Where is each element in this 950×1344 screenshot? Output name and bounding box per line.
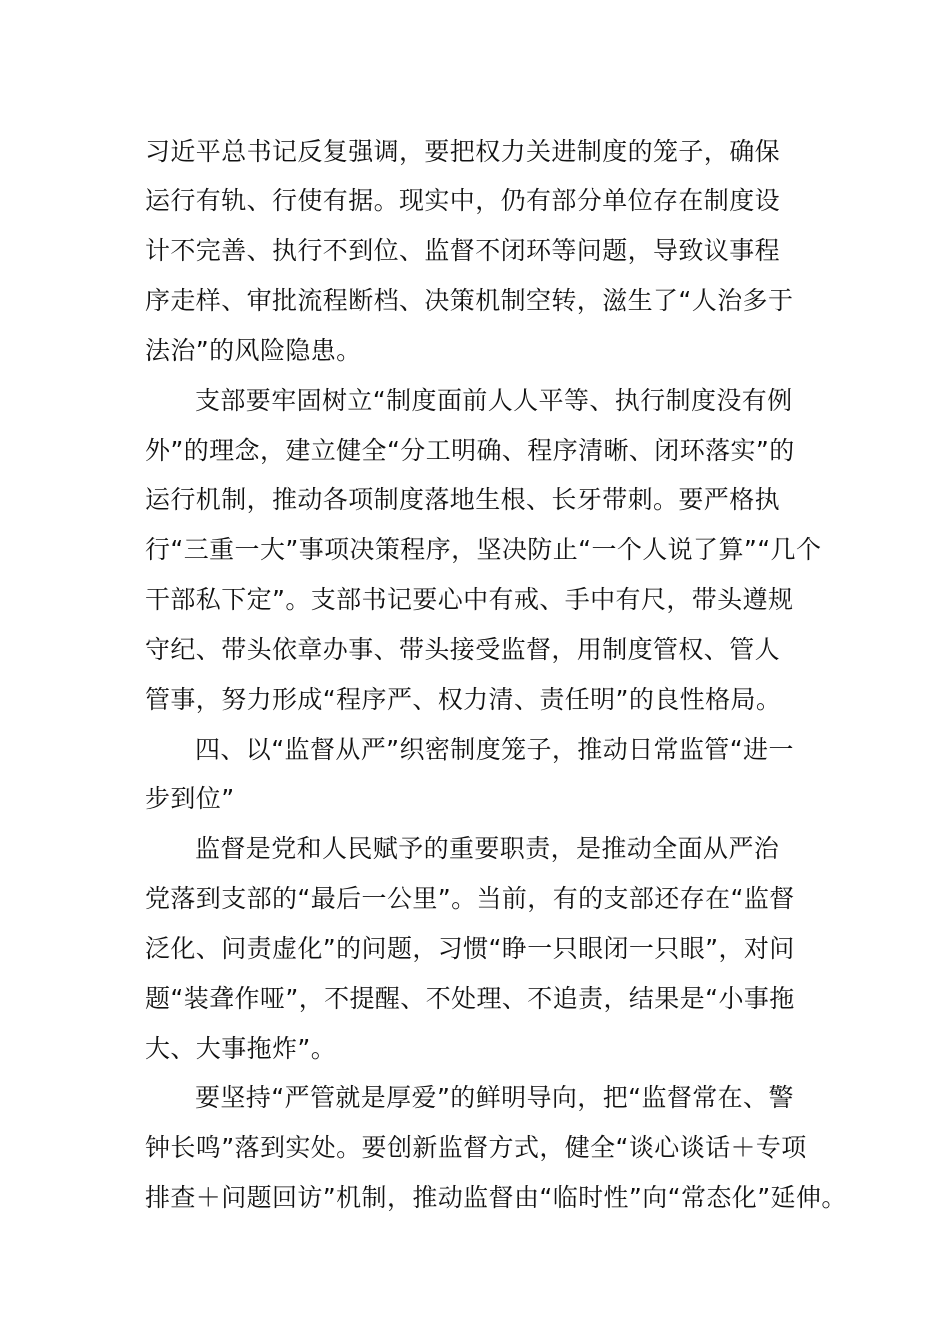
text-line: 计不完善、执行不到位、监督不闭环等问题，导致议事程	[145, 236, 781, 265]
text-line: 行“三重一大”事项决策程序，坚决防止“一个人说了算”“几个	[145, 535, 822, 564]
text-line: 泛化、问责虚化”的问题，习惯“睁一只眼闭一只眼”，对问	[145, 934, 795, 963]
text-line: 题“装聋作哑”，不提醒、不处理、不追责，结果是“小事拖	[145, 984, 795, 1013]
text-line: 运行机制，推动各项制度落地生根、长牙带刺。要严格执	[145, 485, 781, 514]
text-line: 钟长鸣”落到实处。要创新监督方式，健全“谈心谈话＋专项	[145, 1133, 807, 1162]
text-line: 管事，努力形成“程序严、权力清、责任明”的良性格局。	[145, 685, 782, 714]
paragraph-first-line: 支部要牢固树立“制度面前人人平等、执行制度没有例	[195, 386, 793, 415]
text-line: 排查＋问题回访”机制，推动监督由“临时性”向“常态化”延伸。	[145, 1183, 847, 1212]
text-line: 守纪、带头依章办事、带头接受监督，用制度管权、管人	[145, 635, 781, 664]
text-line: 外”的理念，建立健全“分工明确、程序清晰、闭环落实”的	[145, 436, 795, 465]
section-heading: 四、以“监督从严”织密制度笼子，推动日常监管“进一	[195, 735, 794, 764]
text-line: 习近平总书记反复强调，要把权力关进制度的笼子，确保	[145, 137, 781, 166]
text-line: 干部私下定”。支部书记要心中有戒、手中有尺，带头遵规	[145, 585, 794, 614]
text-line: 序走样、审批流程断档、决策机制空转，滋生了“人治多于	[145, 286, 794, 315]
text-line: 运行有轨、行使有据。现实中，仍有部分单位存在制度设	[145, 186, 781, 215]
section-heading: 步到位”	[145, 784, 235, 813]
text-line: 大、大事拖炸”。	[145, 1034, 337, 1063]
paragraph-first-line: 要坚持“严管就是厚爱”的鲜明导向，把“监督常在、警	[195, 1083, 794, 1112]
text-line: 党落到支部的“最后一公里”。当前，有的支部还存在“监督	[145, 884, 795, 913]
paragraph-first-line: 监督是党和人民赋予的重要职责，是推动全面从严治	[195, 834, 780, 863]
text-line: 法治”的风险隐患。	[145, 336, 362, 365]
